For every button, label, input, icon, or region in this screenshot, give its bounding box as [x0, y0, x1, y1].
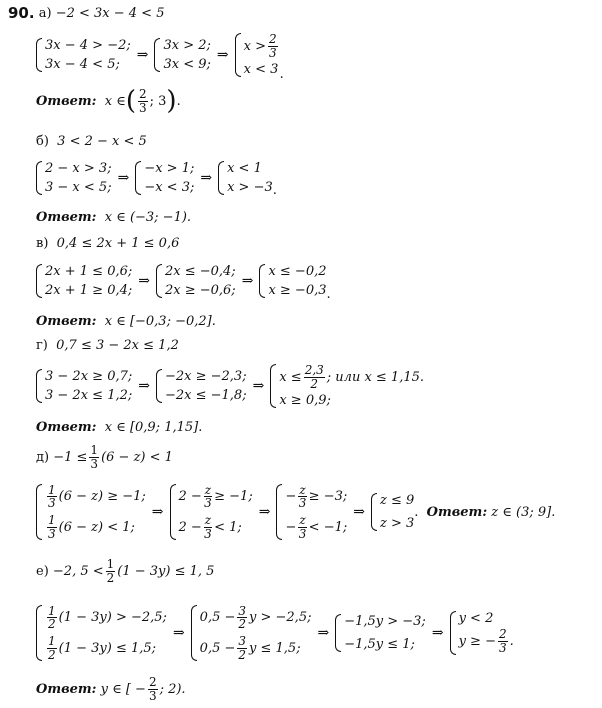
part-a-system-1: 3x − 4 > −2; 3x − 4 < 5;	[36, 38, 131, 72]
part-d-header: г) 0,7 ≤ 3 − 2x ≤ 1,2	[36, 338, 179, 353]
part-d-work: 3 − 2x ≥ 0,7; 3 − 2x ≤ 1,2; ⇒ −2x ≥ −2,3; −2x ≤ −1,8; ⇒ x ≤ $\frac{2,3}{2}$ ; или x ≤ 1,15. x ≥ 0,9;	[36, 360, 424, 412]
part-a-header	[8, 4, 164, 22]
part-e-work: $\frac{1}{3}$ (6 − z) ≥ −1; $\frac{1}{3}$ (6 − z) < 1; ⇒ 2 − $\frac{z}{3}$ ≥ −1; 2 − $\frac{z}{3}$ < 1; ⇒ − $\frac{z}{3}$ ≥ −3; − $\frac{z}{3}$ < −1; ⇒ z ≤ 9 z > 3 . Ответ: z ∈ (3; 9].	[36, 476, 555, 548]
part-a-system-3: x > $\frac{2}{3}$ x < 3	[235, 33, 280, 76]
part-d-answer: Ответ: x ∈ [0,9; 1,15].	[36, 420, 203, 435]
part-c-answer: Ответ: x ∈ [−0,3; −0,2].	[36, 314, 216, 329]
problem-number: 90.	[8, 4, 35, 22]
part-a-system-2: 3x > 2; 3x < 9;	[154, 38, 210, 72]
part-c-header: в) 0,4 ≤ 2x + 1 ≤ 0,6	[36, 236, 180, 251]
part-f-header: е) −2, 5 < $\frac{1}{2}$ (1 − 3y) ≤ 1, 5	[36, 557, 215, 585]
part-e-header: д) −1 ≤ $\frac{1}{3}$ (6 − z) < 1	[36, 443, 173, 471]
part-a-work: 3x − 4 > −2; 3x − 4 < 5; ⇒ 3x > 2; 3x < 9; ⇒ x > $\frac{2}{3}$ x < 3 .	[36, 28, 284, 82]
part-b-answer: Ответ: x ∈ (−3; −1).	[36, 210, 192, 225]
part-e-answer: z ∈ (3; 9].	[491, 504, 556, 520]
implies-arrow: ⇒	[136, 47, 149, 63]
implies-arrow: ⇒	[216, 47, 229, 63]
part-f-answer: Ответ: y ∈ [ − $\frac{2}{3}$ ; 2).	[36, 675, 186, 703]
part-b-header: б) 3 < 2 − x < 5	[36, 134, 147, 149]
part-f-work: $\frac{1}{2}$ (1 − 3y) > −2,5; $\frac{1}{2}$ (1 − 3y) ≤ 1,5; ⇒ 0,5 − $\frac{3}{2}$ y > −2,5; 0,5 − $\frac{3}{2}$ y ≤ 1,5; ⇒ −1,5y > −3; −1,5y ≤ 1; ⇒ y < 2 y ≥ − $\frac{2}{3}$ .	[36, 598, 514, 668]
part-a-statement: −2 < 3x − 4 < 5	[55, 5, 165, 21]
part-a-answer: Ответ: x ∈ ( $\frac{2}{3}$ ; 3 ) .	[36, 86, 181, 117]
part-a-label: а)	[38, 5, 52, 21]
part-b-work: 2 − x > 3; 3 − x < 5; ⇒ −x > 1; −x < 3; ⇒ x < 1 x > −3 .	[36, 158, 277, 198]
part-c-work: 2x + 1 ≤ 0,6; 2x + 1 ≥ 0,4; ⇒ 2x ≤ −0,4; 2x ≥ −0,6; ⇒ x ≤ −0,2 x ≥ −0,3 .	[36, 260, 331, 302]
